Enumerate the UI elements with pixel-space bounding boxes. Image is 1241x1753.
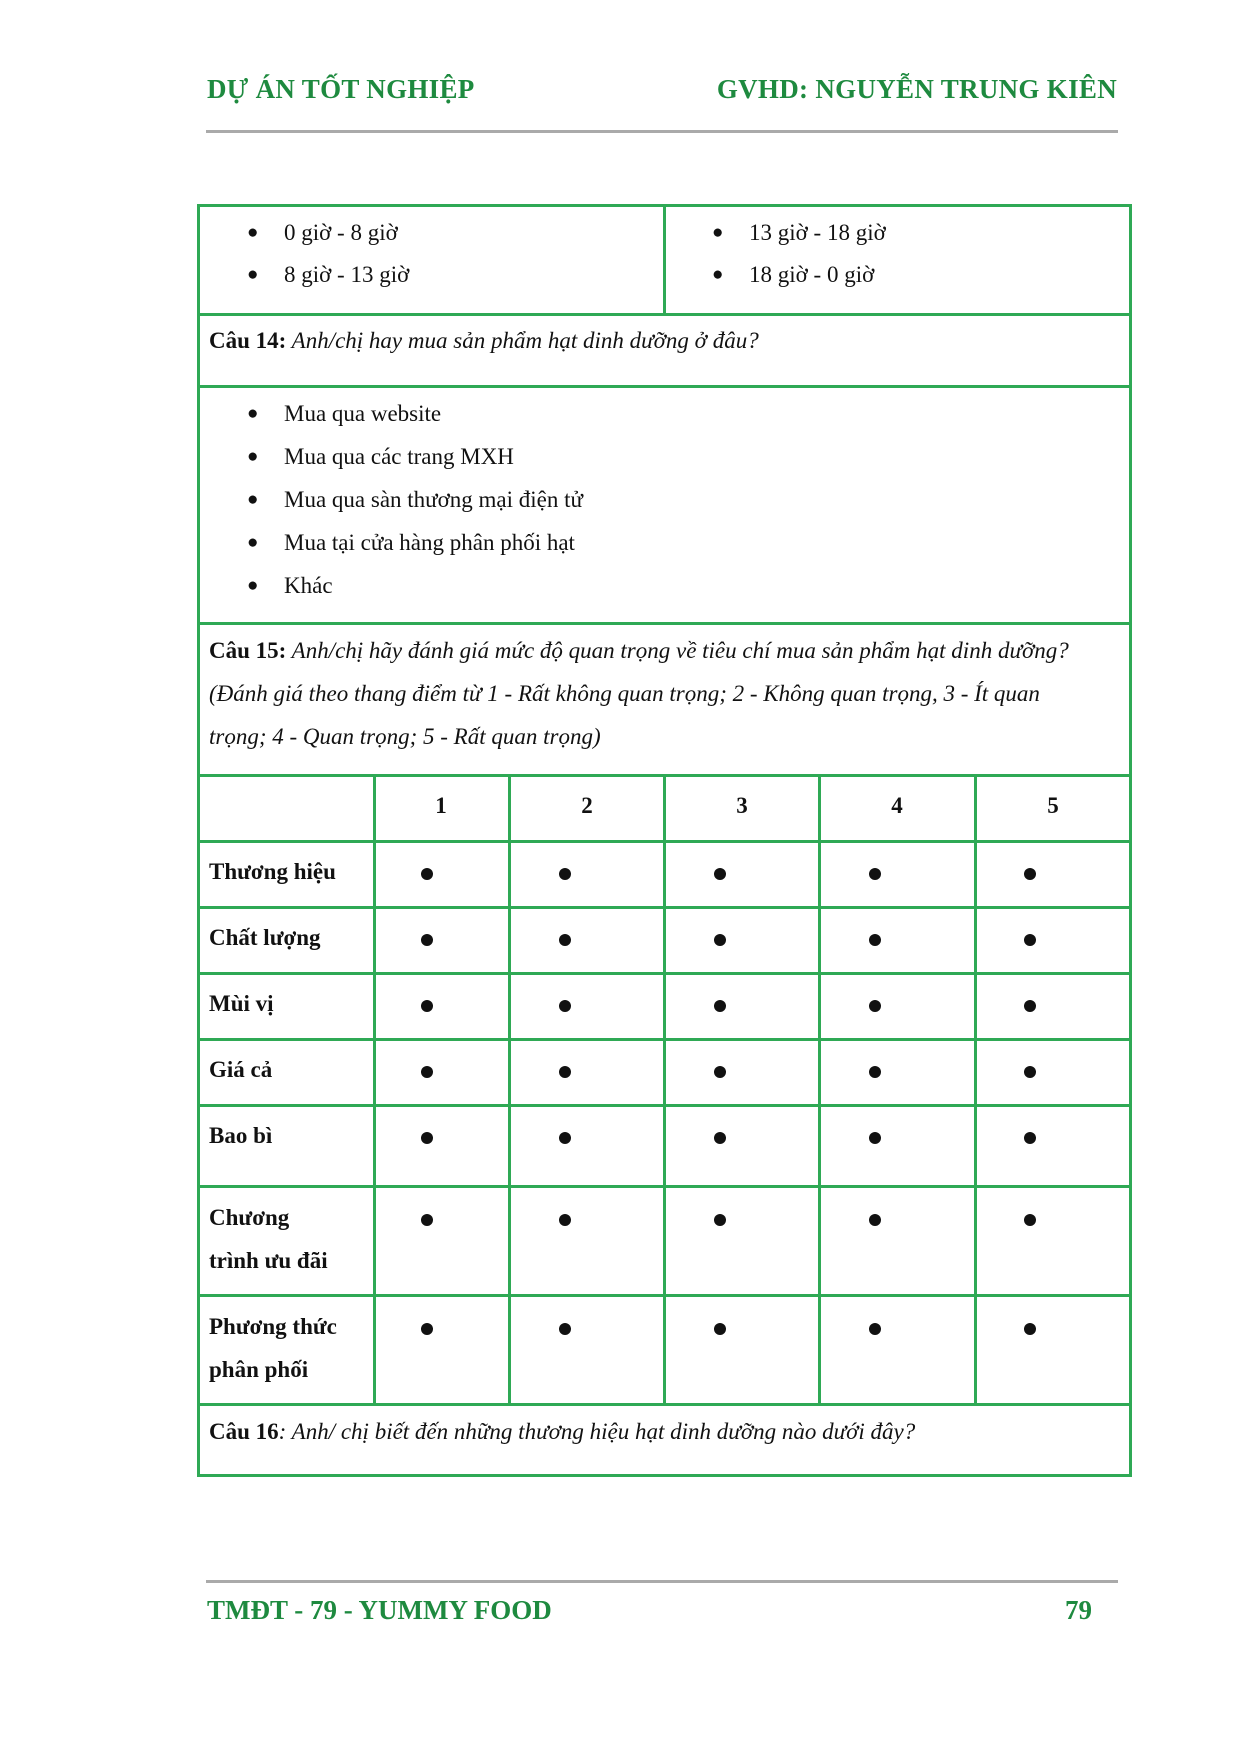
header-project-title: DỰ ÁN TỐT NGHIỆP <box>207 74 475 104</box>
footer-title: TMĐT - 79 - YUMMY FOOD <box>207 1595 552 1625</box>
table-line <box>197 385 1132 388</box>
table-border-bottom <box>197 1474 1132 1477</box>
scale-header-5: 5 <box>1047 793 1059 818</box>
scale-header-1: 1 <box>435 793 447 818</box>
rating-option-dot[interactable] <box>1024 1132 1036 1144</box>
rating-option-dot[interactable] <box>1024 868 1036 880</box>
table-line <box>508 774 511 1406</box>
rating-option-dot[interactable] <box>869 1066 881 1078</box>
rating-option-dot[interactable] <box>559 868 571 880</box>
criterion-label: Mùi vị <box>209 991 274 1016</box>
bullet-icon: ● <box>247 575 259 596</box>
table-line <box>663 774 666 1406</box>
rating-option-dot[interactable] <box>1024 934 1036 946</box>
rating-option-dot[interactable] <box>869 1000 881 1012</box>
scale-header-4: 4 <box>891 793 903 818</box>
criterion-label: Phương thức <box>209 1314 337 1339</box>
rating-option-dot[interactable] <box>421 1214 433 1226</box>
rating-option-dot[interactable] <box>421 934 433 946</box>
rating-option-dot[interactable] <box>421 1132 433 1144</box>
rating-option-dot[interactable] <box>559 1132 571 1144</box>
scale-header-3: 3 <box>736 793 748 818</box>
rating-option-dot[interactable] <box>1024 1214 1036 1226</box>
rating-option-dot[interactable] <box>421 868 433 880</box>
scale-header-2: 2 <box>581 793 593 818</box>
question-15: Câu 15: Anh/chị hãy đánh giá mức độ quan trọng về tiêu chí mua sản phẩm hạt dinh dưỡng? <box>209 638 1069 663</box>
rating-option-dot[interactable] <box>869 1132 881 1144</box>
criterion-label: trình ưu đãi <box>209 1248 328 1273</box>
rating-option-dot[interactable] <box>714 1132 726 1144</box>
question-15-scale-note: trọng; 4 - Quan trọng; 5 - Rất quan trọng) <box>209 724 601 749</box>
rating-option-dot[interactable] <box>1024 1000 1036 1012</box>
rating-option-dot[interactable] <box>869 868 881 880</box>
rating-option-dot[interactable] <box>869 934 881 946</box>
bullet-icon: ● <box>712 222 724 243</box>
rating-option-dot[interactable] <box>714 934 726 946</box>
table-line <box>818 774 821 1406</box>
rating-option-dot[interactable] <box>714 1214 726 1226</box>
question-16: Câu 16: Anh/ chị biết đến những thương hiệu hạt dinh dưỡng nào dưới đây? <box>209 1419 916 1444</box>
rating-option-dot[interactable] <box>714 1323 726 1335</box>
bullet-icon: ● <box>247 264 259 285</box>
page-number: 79 <box>1065 1595 1092 1625</box>
header-divider <box>206 130 1118 133</box>
rating-option-dot[interactable] <box>421 1323 433 1335</box>
table-line <box>373 774 376 1406</box>
rating-option-dot[interactable] <box>559 934 571 946</box>
rating-option-dot[interactable] <box>559 1323 571 1335</box>
question-14: Câu 14: Anh/chị hay mua sản phẩm hạt dinh dưỡng ở đâu? <box>209 328 759 353</box>
rating-option-dot[interactable] <box>714 1066 726 1078</box>
bullet-icon: ● <box>247 532 259 553</box>
table-line <box>974 774 977 1406</box>
bullet-icon: ● <box>247 446 259 467</box>
rating-option-dot[interactable] <box>559 1066 571 1078</box>
question-15-scale-note: (Đánh giá theo thang điểm từ 1 - Rất không quan trọng; 2 - Không quan trọng, 3 - Ít quan <box>209 681 1040 706</box>
criterion-label: Chương <box>209 1205 290 1230</box>
rating-option-dot[interactable] <box>559 1000 571 1012</box>
footer-divider <box>206 1580 1118 1583</box>
criterion-label: Thương hiệu <box>209 859 336 884</box>
bullet-icon: ● <box>712 264 724 285</box>
rating-option-dot[interactable] <box>1024 1066 1036 1078</box>
criterion-label: phân phối <box>209 1357 309 1382</box>
rating-option-dot[interactable] <box>421 1000 433 1012</box>
criterion-label: Bao bì <box>209 1123 273 1148</box>
rating-option-dot[interactable] <box>559 1214 571 1226</box>
bullet-icon: ● <box>247 489 259 510</box>
rating-option-dot[interactable] <box>1024 1323 1036 1335</box>
table-line <box>663 204 666 316</box>
rating-option-dot[interactable] <box>421 1066 433 1078</box>
rating-option-dot[interactable] <box>714 1000 726 1012</box>
rating-option-dot[interactable] <box>714 868 726 880</box>
criterion-label: Chất lượng <box>209 925 321 950</box>
bullet-icon: ● <box>247 222 259 243</box>
bullet-icon: ● <box>247 403 259 424</box>
table-line <box>197 622 1132 625</box>
criterion-label: Giá cả <box>209 1057 273 1082</box>
rating-option-dot[interactable] <box>869 1214 881 1226</box>
header-supervisor: GVHD: NGUYỄN TRUNG KIÊN <box>716 74 1117 104</box>
rating-option-dot[interactable] <box>869 1323 881 1335</box>
